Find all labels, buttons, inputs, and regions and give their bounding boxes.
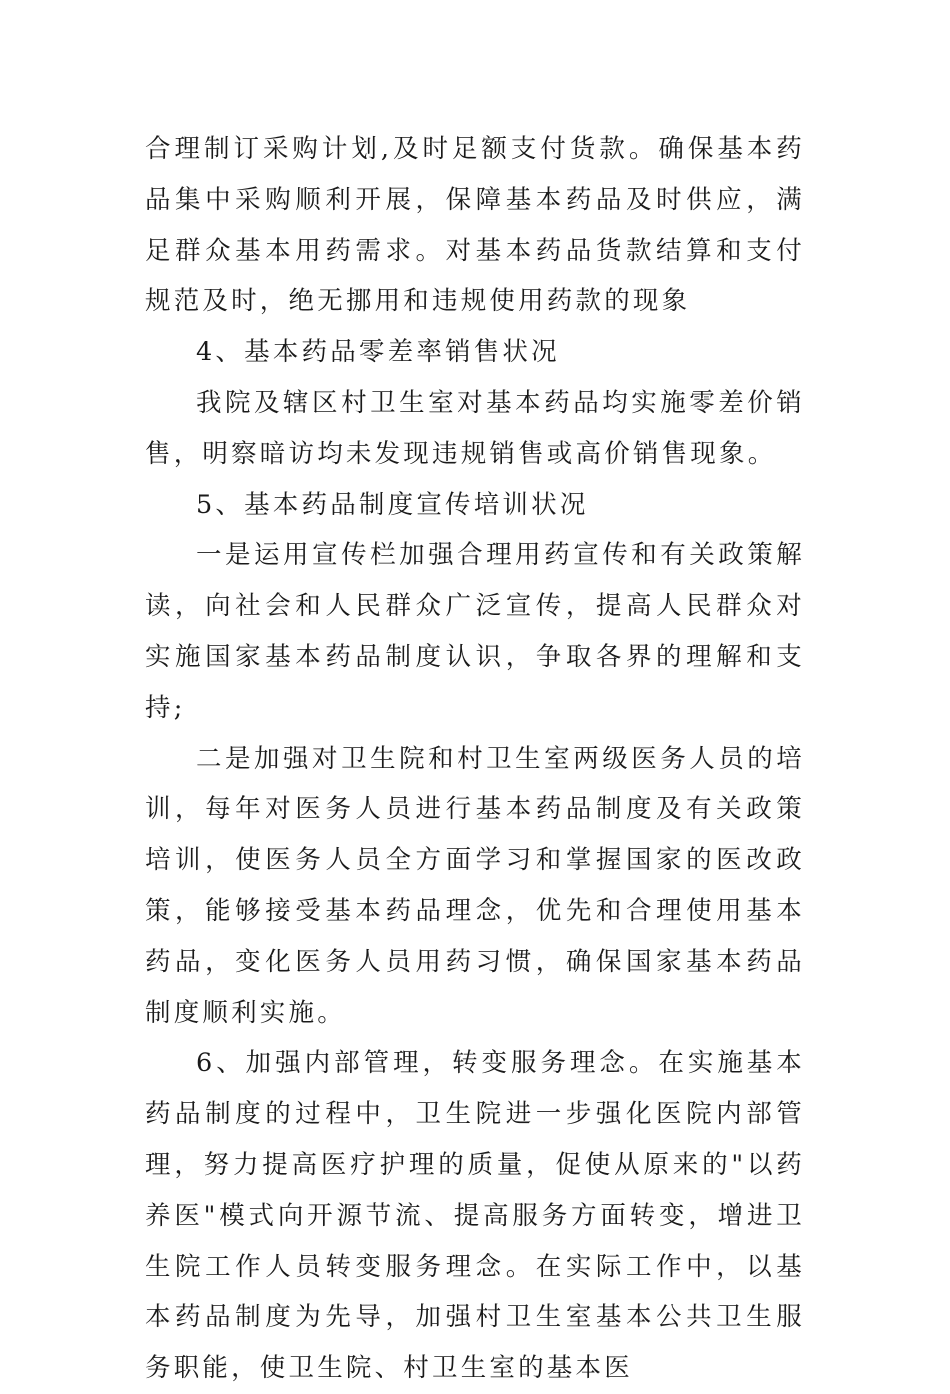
paragraph-procurement: 合理制订采购计划,及时足额支付货款。确保基本药品集中采购顺利开展，保障基本药品及时供应，满足群众基本用药需求。对基本药品货款结算和支付规范及时，绝无挪用和违规使用药款的现象 [145, 134, 805, 317]
document-body [145, 124, 805, 1394]
paragraph-publicity: 一是运用宣传栏加强合理用药宣传和有关政策解读，向社会和人民群众广泛宣传，提高人民群众对实施国家基本药品制度认识，争取各界的理解和支持; [145, 540, 805, 723]
paragraph-zero-margin-sales: 我院及辖区村卫生室对基本药品均实施零差价销售，明察暗访均未发现违规销售或高价销售现象。 [145, 387, 805, 469]
paragraph-training: 二是加强对卫生院和村卫生室两级医务人员的培训，每年对医务人员进行基本药品制度及有关政策培训，使医务人员全方面学习和掌握国家的医改政策，能够接受基本药品理念，优先和合理使用基本药品，变化医务人员用药习惯，确保国家基本药品制度顺利实施。 [145, 743, 805, 1028]
heading-zero-margin-sales: 4、基本药品零差率销售状况 [196, 337, 560, 368]
paragraph-internal-management: 6、加强内部管理，转变服务理念。在实施基本药品制度的过程中，卫生院进一步强化医院内部管理，努力提高医疗护理的质量，促使从原来的"以药养医"模式向开源节流、提高服务方面转变，增进卫生院工作人员转变服务理念。在实际工作中，以基本药品制度为先导，加强村卫生室基本公共卫生服务职能，使卫生院、村卫生室的基本医 [145, 1048, 805, 1384]
heading-publicity-training: 5、基本药品制度宣传培训状况 [196, 489, 589, 520]
